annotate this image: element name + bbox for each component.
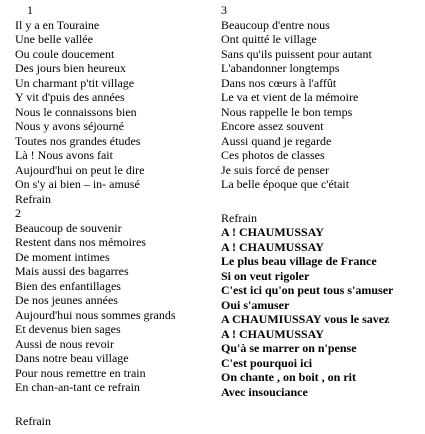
stanza-3-line: La belle époque que c'était <box>221 177 350 191</box>
stanza-3-line: Aussi quand je regarde <box>221 133 332 148</box>
stanza-2-number: 2 <box>15 206 21 220</box>
refrain-line: Oui s'amuser <box>221 297 290 312</box>
stanza-1-number: 1 <box>27 3 33 17</box>
refrain-heading: Refrain <box>221 210 257 225</box>
stanza-2-line: Restent dans nos mémoires <box>15 235 146 249</box>
stanza-3-line: Je suis forcé de penser <box>221 162 329 177</box>
stanza-2-line: En chan-an-tant ce refrain <box>15 380 140 394</box>
stanza-3-line: Dans nos cœurs à l'affût <box>221 75 337 90</box>
refrain-line: C'est ici qu'on peut tous s'amuser <box>221 283 394 297</box>
refrain-line: C'est pourquoi ici <box>221 355 313 370</box>
stanza-2-line: Pour nous remettre en train <box>15 365 146 380</box>
stanza-2-line: Mais aussi des bagarres <box>15 264 129 278</box>
refrain-line: On chante , on boit , on rit <box>221 370 357 384</box>
stanza-1-line: Des jours bien heureux <box>15 61 126 75</box>
refrain-line: A ! CHAUMUSSAY <box>221 225 324 239</box>
refrain-line: A CHAUMIUSSAY vous le savez <box>221 312 390 326</box>
stanza-1-line: Toutes nos grandes études <box>15 133 141 148</box>
stanza-1-line: Y vit d'puis des années <box>15 90 125 104</box>
right-column <box>221 3 425 399</box>
refrain-line: Qu'à se marrer on n'pense <box>221 341 357 355</box>
stanza-3-line: Nous rappelle le bon temps <box>221 104 353 119</box>
stanza-3-line: Ont quitté le village <box>221 32 317 46</box>
refrain-line: Le plus beau village de France <box>221 254 377 268</box>
stanza-1-line: Une belle vallée <box>15 32 93 46</box>
stanza-2-line: Beaucoup de souvenir <box>15 220 122 235</box>
stanza-2-line: Et devenus bien sages <box>15 322 121 336</box>
refrain-line: Avec insouciance <box>221 384 308 399</box>
stanza-1-line: Là ! Nous avons fait <box>15 148 113 162</box>
stanza-3-line: Le va et vient de la mémoire <box>221 90 359 104</box>
stanza-3-line: Ces photos de classes <box>221 148 325 162</box>
spacer <box>221 192 425 211</box>
refrain-line: A ! CHAUMUSSAY <box>221 326 324 341</box>
stanza-1-line: Il y a en Touraine <box>15 17 100 32</box>
spacer <box>15 395 220 414</box>
stanza-2-line: De moment intimes <box>15 249 110 264</box>
stanza-3-line: Encore assez souvent <box>221 119 324 133</box>
stanza-1-line: Nous le connaissons bien <box>15 104 137 119</box>
left-column <box>15 3 220 428</box>
stanza-1-line: Ou coule doucement <box>15 46 115 61</box>
stanza-1-line: On s'y ai bien – in- amusé <box>15 177 140 191</box>
stanza-2-line: Aujourd'hui nous sommes grands <box>15 307 176 322</box>
refrain-line: Si on veut rigoler <box>221 268 310 283</box>
stanza-2-line: Bien des enfantillages <box>15 278 121 293</box>
stanza-3-number: 3 <box>221 3 227 17</box>
stanza-3-line: L'abandonner longtemps <box>221 61 340 75</box>
stanza-3-line: Sans qu'ils puissent pour autant <box>221 46 372 61</box>
stanza-1-line: Aujourd'hui on peut le dire <box>15 162 145 177</box>
stanza-2-line: De nos jeunes années <box>15 293 118 307</box>
stanza-3-line: Beaucoup d'entre nous <box>221 17 330 32</box>
final-refrain-marker: Refrain <box>15 413 51 428</box>
stanza-1-line: Nous y avons séjourné <box>15 119 124 133</box>
stanza-2-line: Dans notre beau village <box>15 351 129 365</box>
stanza-1-refrain-marker: Refrain <box>15 191 51 206</box>
stanza-2-line: Aussi de nous revoir <box>15 336 114 351</box>
refrain-line: A ! CHAUMUSSAY <box>221 239 324 254</box>
stanza-1-line: Un charmant p'tit village <box>15 75 135 90</box>
